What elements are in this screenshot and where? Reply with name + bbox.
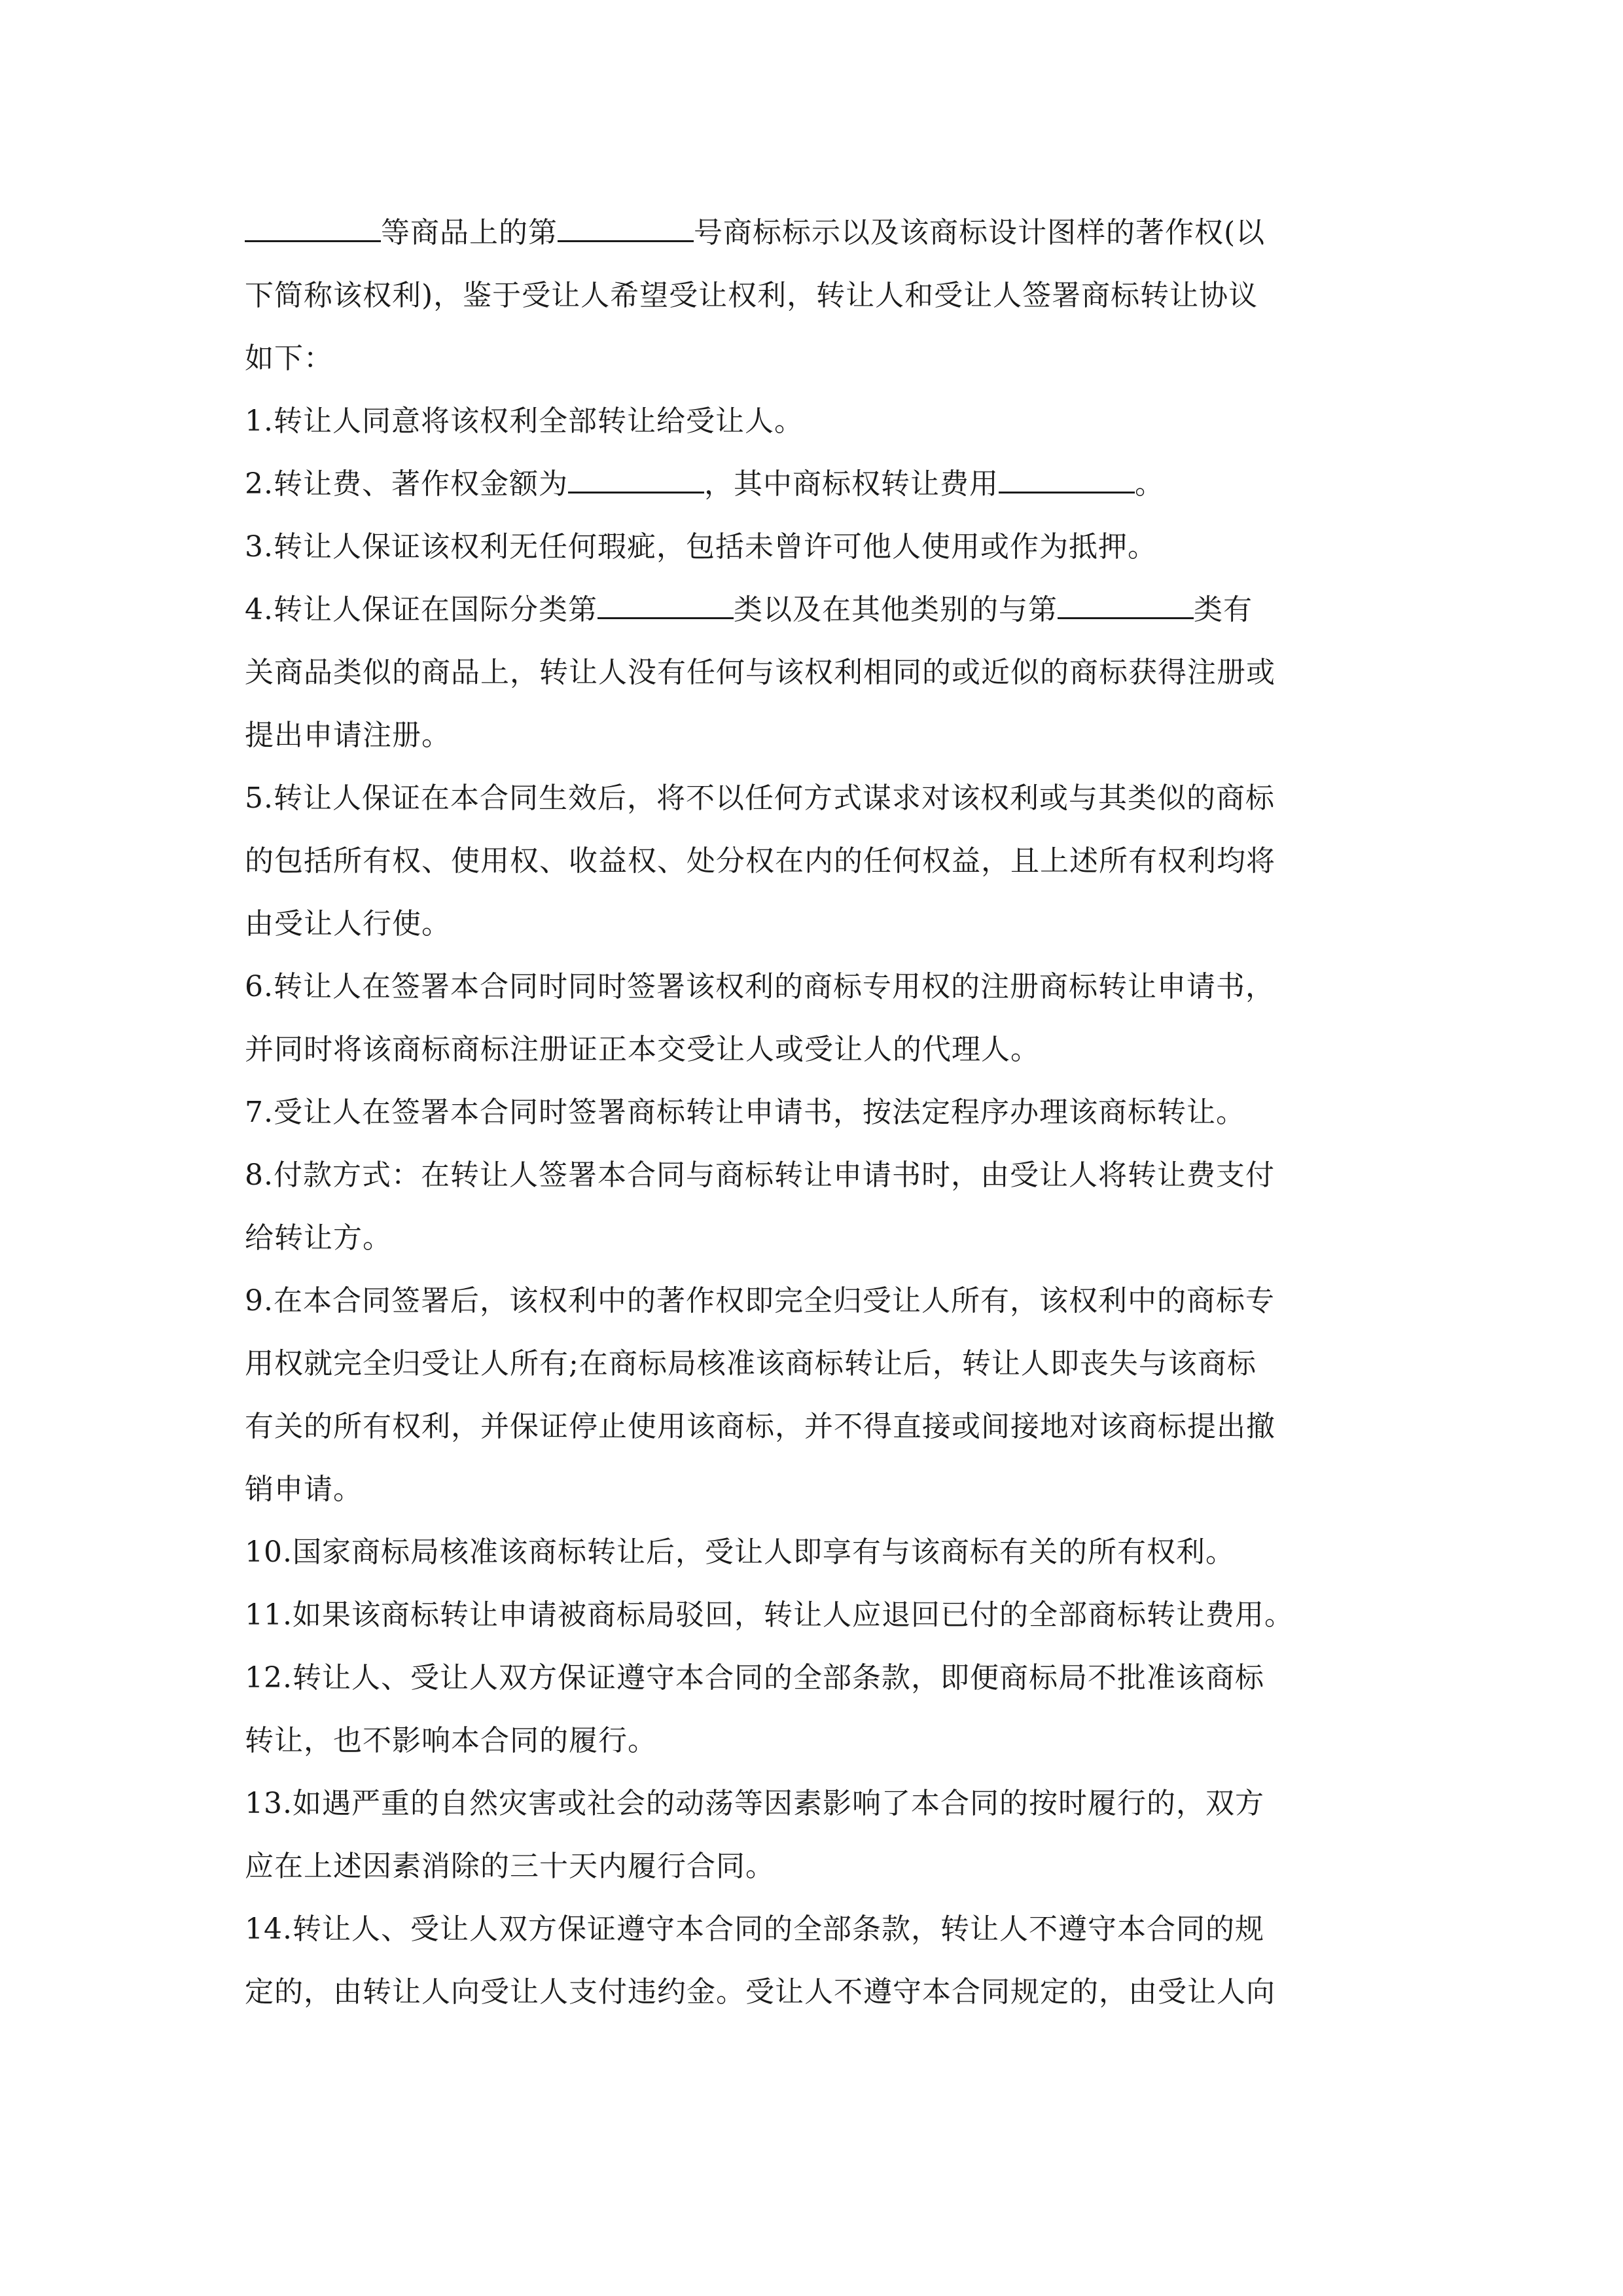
line-text: 14.转让人、受让人双方保证遵守本合同的全部条款，转让人不遵守本合同的规 bbox=[245, 1912, 1264, 1946]
fill-blank[interactable] bbox=[245, 214, 381, 242]
paragraph-line bbox=[245, 1458, 1383, 1521]
clause-7 bbox=[245, 1081, 1383, 1144]
line-text: 定的，由转让人向受让人支付违约金。受让人不遵守本合同规定的，由受让人向 bbox=[245, 1975, 1275, 2009]
line-text: ，其中商标权转让费用 bbox=[704, 467, 999, 501]
clause-5 bbox=[245, 767, 1383, 830]
line-text: 下简称该权利)，鉴于受让人希望受让权利，转让人和受让人签署商标转让协议 bbox=[245, 279, 1258, 312]
fill-blank[interactable] bbox=[999, 465, 1135, 493]
line-text: 用权就完全归受让人所有;在商标局核准该商标转让后，转让人即丧失与该商标 bbox=[245, 1347, 1257, 1380]
paragraph-line bbox=[245, 327, 1383, 390]
clause-2 bbox=[245, 453, 1383, 516]
paragraph-line bbox=[245, 1018, 1383, 1081]
paragraph-line bbox=[245, 1395, 1383, 1458]
paragraph-line bbox=[245, 1333, 1383, 1395]
line-text: 销申请。 bbox=[245, 1473, 363, 1506]
paragraph-line bbox=[245, 830, 1383, 893]
line-text: 5.转让人保证在本合同生效后，将不以任何方式谋求对该权利或与其类似的商标 bbox=[245, 781, 1275, 815]
line-text: 11.如果该商标转让申请被商标局驳回，转让人应退回已付的全部商标转让费用。 bbox=[245, 1598, 1294, 1632]
line-text: 2.转让费、著作权金额为 bbox=[245, 467, 568, 501]
line-text: 如下： bbox=[245, 342, 333, 375]
clause-6 bbox=[245, 956, 1383, 1018]
line-text: 并同时将该商标商标注册证正本交受让人或受让人的代理人。 bbox=[245, 1033, 1040, 1066]
clause-8 bbox=[245, 1144, 1383, 1207]
line-text: 转让，也不影响本合同的履行。 bbox=[245, 1724, 657, 1757]
line-text: 1.转让人同意将该权利全部转让给受让人。 bbox=[245, 404, 804, 438]
line-text: 12.转让人、受让人双方保证遵守本合同的全部条款，即便商标局不批准该商标 bbox=[245, 1661, 1264, 1695]
paragraph-line bbox=[245, 1710, 1383, 1772]
line-text: 类有 bbox=[1193, 593, 1253, 626]
clause-12 bbox=[245, 1647, 1383, 1710]
paragraph-line bbox=[245, 704, 1383, 767]
clause-13 bbox=[245, 1772, 1383, 1835]
clause-9 bbox=[245, 1270, 1383, 1333]
line-text: 类以及在其他类别的与第 bbox=[733, 593, 1058, 626]
line-text: 的包括所有权、使用权、收益权、处分权在内的任何权益，且上述所有权利均将 bbox=[245, 844, 1275, 878]
line-text: 给转让方。 bbox=[245, 1221, 392, 1255]
line-text: 提出申请注册。 bbox=[245, 719, 451, 752]
line-text: 13.如遇严重的自然灾害或社会的动荡等因素影响了本合同的按时履行的，双方 bbox=[245, 1787, 1264, 1820]
clause-14 bbox=[245, 1898, 1383, 1961]
line-text: 由受让人行使。 bbox=[245, 907, 451, 941]
paragraph-line bbox=[245, 1835, 1383, 1898]
paragraph-line bbox=[245, 1207, 1383, 1270]
line-text: 等商品上的第 bbox=[381, 216, 558, 249]
line-text: 8.付款方式：在转让人签署本合同与商标转让申请书时，由受让人将转让费支付 bbox=[245, 1158, 1275, 1192]
fill-blank[interactable] bbox=[1058, 591, 1194, 619]
fill-blank[interactable] bbox=[597, 591, 734, 619]
paragraph-line bbox=[245, 1961, 1383, 2024]
line-text: 7.受让人在签署本合同时签署商标转让申请书，按法定程序办理该商标转让。 bbox=[245, 1096, 1245, 1129]
line-text: 。 bbox=[1134, 467, 1164, 501]
paragraph-line bbox=[245, 202, 1383, 264]
clause-1 bbox=[245, 390, 1383, 453]
paragraph-line bbox=[245, 264, 1383, 327]
line-text: 有关的所有权利，并保证停止使用该商标，并不得直接或间接地对该商标提出撤 bbox=[245, 1410, 1275, 1443]
line-text: 关商品类似的商品上，转让人没有任何与该权利相同的或近似的商标获得注册或 bbox=[245, 656, 1275, 689]
clause-4 bbox=[245, 579, 1383, 641]
fill-blank[interactable] bbox=[558, 214, 694, 242]
line-text: 6.转让人在签署本合同时同时签署该权利的商标专用权的注册商标转让申请书， bbox=[245, 970, 1275, 1003]
line-text: 应在上述因素消除的三十天内履行合同。 bbox=[245, 1850, 775, 1883]
document-body bbox=[245, 202, 1383, 2024]
clause-3 bbox=[245, 516, 1383, 579]
fill-blank[interactable] bbox=[568, 465, 704, 493]
line-text: 3.转让人保证该权利无任何瑕疵，包括未曾许可他人使用或作为抵押。 bbox=[245, 530, 1157, 564]
line-text: 9.在本合同签署后，该权利中的著作权即完全归受让人所有，该权利中的商标专 bbox=[245, 1284, 1275, 1318]
line-text: 4.转让人保证在国际分类第 bbox=[245, 593, 597, 626]
paragraph-line bbox=[245, 893, 1383, 956]
line-text: 号商标标示以及该商标设计图样的著作权(以 bbox=[694, 216, 1266, 249]
paragraph-line bbox=[245, 641, 1383, 704]
clause-10 bbox=[245, 1521, 1383, 1584]
line-text: 10.国家商标局核准该商标转让后，受让人即享有与该商标有关的所有权利。 bbox=[245, 1535, 1235, 1569]
clause-11 bbox=[245, 1584, 1383, 1647]
